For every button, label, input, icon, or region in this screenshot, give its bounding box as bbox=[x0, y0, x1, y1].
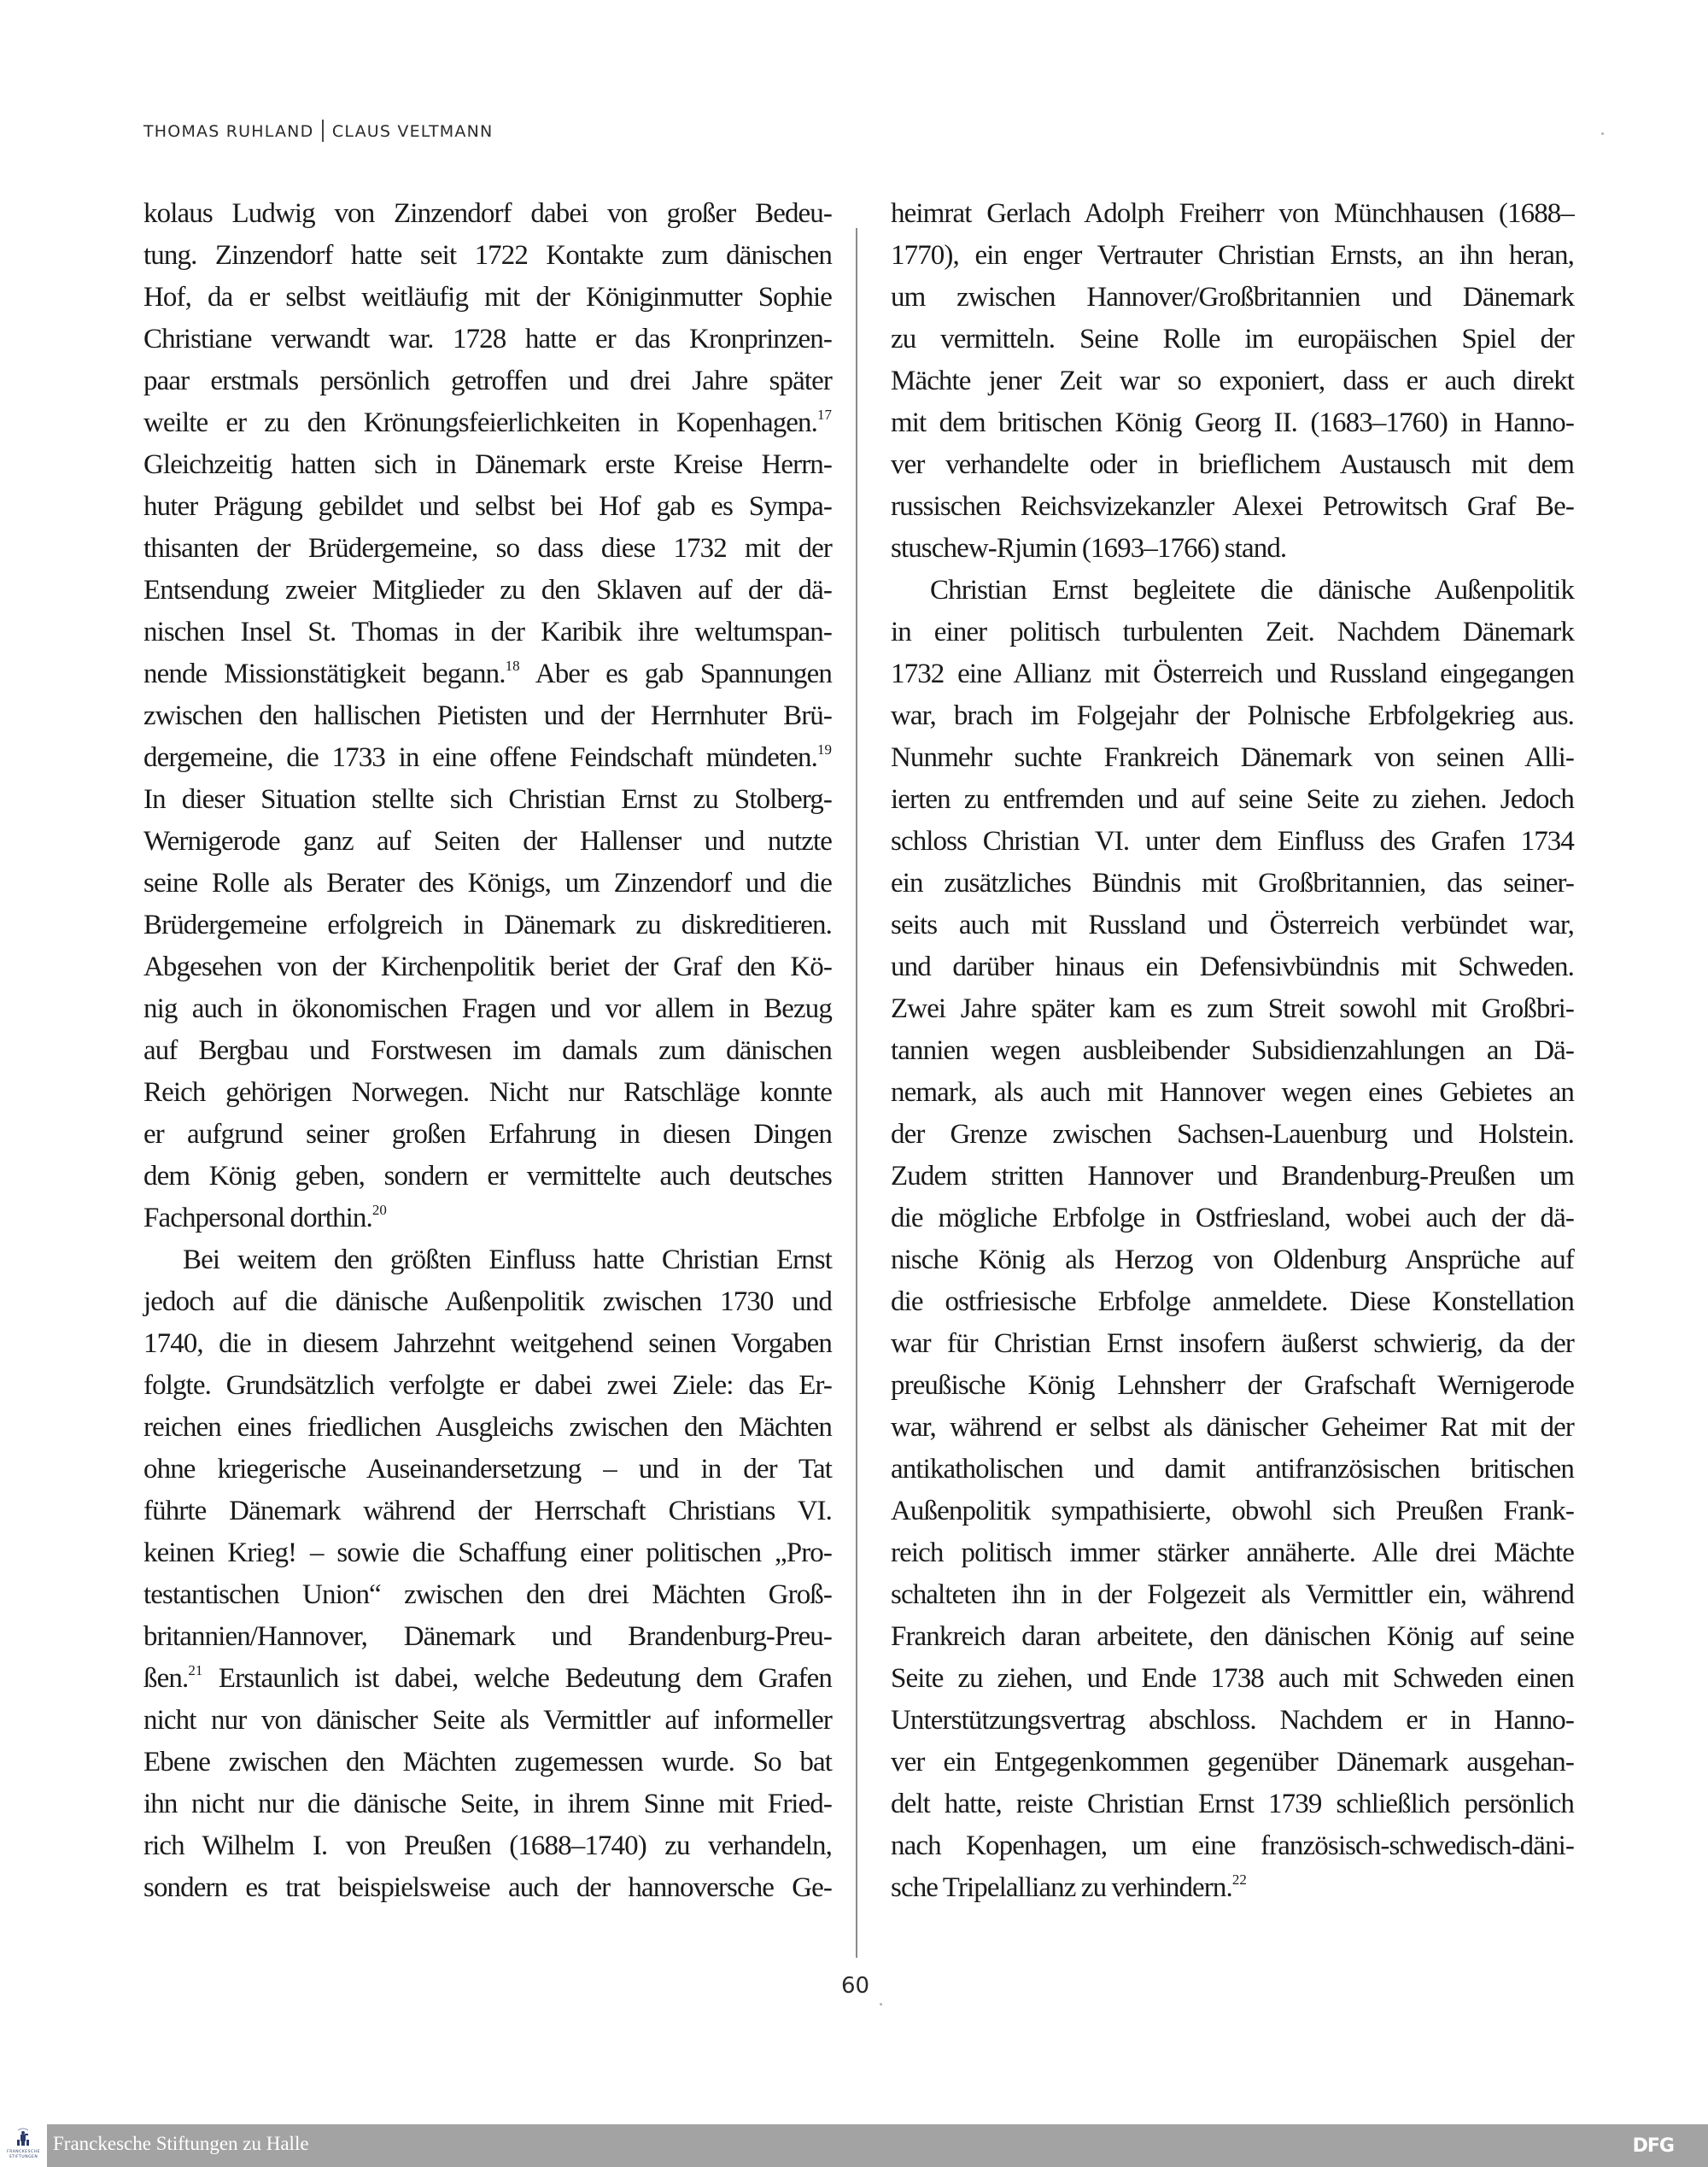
text-line bbox=[143, 905, 832, 946]
line-text: die ostfriesische Erbfolge anmeldete. Diese Konstellation bbox=[891, 1286, 1574, 1317]
text-line bbox=[891, 277, 1574, 319]
line-text: und darüber hinaus ein Defensivbündnis mit Schweden. bbox=[891, 952, 1574, 982]
line-text: in einer politisch turbulenten Zeit. Nachdem Dänemark bbox=[891, 617, 1574, 647]
line-text: reich politisch immer stärker annäherte. Alle drei Mächte bbox=[891, 1537, 1574, 1568]
text-line bbox=[143, 402, 832, 444]
line-text: zwischen den hallischen Pietisten und der Herrnhuter Brü- bbox=[143, 700, 832, 731]
author-separator bbox=[322, 120, 324, 142]
line-text: nischen Insel St. Thomas in der Karibik ihre weltumspan- bbox=[143, 617, 832, 647]
text-line bbox=[891, 946, 1574, 988]
line-text: delt hatte, reiste Christian Ernst 1739 schließlich persönlich bbox=[891, 1789, 1574, 1819]
line-text: Zudem stritten Hannover und Brandenburg-Preußen um bbox=[891, 1161, 1574, 1192]
line-text: 1740, die in diesem Jahrzehnt weitgehend seinen Vorgaben bbox=[143, 1328, 832, 1359]
line-text: der Grenze zwischen Sachsen-Lauenburg und Holstein. bbox=[891, 1119, 1574, 1150]
line-text: ohne kriegerische Auseinandersetzung – und in der Tat bbox=[143, 1454, 832, 1485]
line-text: war, brach im Folgejahr der Polnische Erbfolgekrieg aus. bbox=[891, 700, 1574, 731]
text-line bbox=[143, 1407, 832, 1449]
line-text: Reich gehörigen Norwegen. Nicht nur Ratschläge konnte bbox=[143, 1077, 832, 1108]
line-text: rich Wilhelm I. von Preußen (1688–1740) zu verhandeln, bbox=[143, 1830, 832, 1861]
text-line bbox=[143, 277, 832, 319]
line-text: testantischen Union“ zwischen den drei Mächten Groß- bbox=[143, 1579, 832, 1610]
line-text: Hof, da er selbst weitläufig mit der Königinmutter Sophie bbox=[143, 282, 832, 313]
text-line bbox=[143, 1574, 832, 1616]
line-text: thisanten der Brüdergemeine, so dass diese 1732 mit der bbox=[143, 533, 832, 564]
text-line bbox=[143, 612, 832, 653]
text-line bbox=[891, 612, 1574, 653]
line-text: sche Tripelallianz zu verhindern. bbox=[891, 1872, 1232, 1903]
text-line bbox=[143, 1825, 832, 1867]
text-line bbox=[891, 1198, 1574, 1239]
line-text: folgte. Grundsätzlich verfolgte er dabei zwei Ziele: das Er- bbox=[143, 1370, 832, 1401]
text-line bbox=[891, 779, 1574, 821]
line-text: nische König als Herzog von Oldenburg Ansprüche auf bbox=[891, 1245, 1574, 1275]
text-line bbox=[891, 863, 1574, 905]
line-text: Christian Ernst begleitete die dänische Außenpolitik bbox=[930, 575, 1574, 606]
text-line bbox=[891, 193, 1574, 235]
text-line bbox=[891, 1407, 1574, 1449]
line-text: heimrat Gerlach Adolph Freiherr von Münchhausen (1688– bbox=[891, 198, 1574, 229]
line-text: Seite zu ziehen, und Ende 1738 auch mit Schweden einen bbox=[891, 1663, 1574, 1694]
line-text: führte Dänemark während der Herrschaft Christians VI. bbox=[143, 1496, 832, 1526]
text-line bbox=[891, 570, 1574, 612]
dfg-logo[interactable]: DFG bbox=[1632, 2135, 1674, 2157]
text-line bbox=[143, 1658, 832, 1700]
text-line bbox=[143, 486, 832, 528]
line-text: ver ein Entgegenkommen gegenüber Dänemark ausgehan- bbox=[891, 1747, 1574, 1778]
line-text: 1770), ein enger Vertrauter Christian Ernsts, an ihn heran, bbox=[891, 240, 1574, 271]
text-line bbox=[143, 360, 832, 402]
line-text: sondern es trat beispielsweise auch der hannoversche Ge- bbox=[143, 1872, 832, 1903]
text-line bbox=[143, 821, 832, 863]
text-line bbox=[891, 1030, 1574, 1072]
line-text: Ebene zwischen den Mächten zugemessen wurde. So bat bbox=[143, 1747, 832, 1778]
text-line bbox=[891, 1616, 1574, 1658]
line-text: seine Rolle als Berater des Königs, um Zinzendorf und die bbox=[143, 868, 832, 899]
text-line bbox=[143, 1365, 832, 1407]
logo-text-line-2: STIFTUNGEN bbox=[9, 2155, 38, 2159]
text-line bbox=[891, 1365, 1574, 1407]
text-line bbox=[891, 1156, 1574, 1198]
text-line bbox=[891, 695, 1574, 737]
line-text: ver verhandelte oder in brieflichem Austausch mit dem bbox=[891, 449, 1574, 480]
text-line bbox=[891, 653, 1574, 695]
text-line bbox=[143, 653, 832, 695]
line-text: Unterstützungsvertrag abschloss. Nachdem er in Hanno- bbox=[891, 1705, 1574, 1736]
text-line bbox=[143, 695, 832, 737]
line-text: ein zusätzliches Bündnis mit Großbritannien, das seiner- bbox=[891, 868, 1574, 899]
column-divider bbox=[856, 228, 857, 1958]
text-line bbox=[143, 1532, 832, 1574]
page-number: 60 bbox=[841, 1973, 870, 1999]
line-text: nende Missionstätigkeit begann. bbox=[143, 659, 506, 689]
text-line bbox=[143, 1323, 832, 1365]
text-line bbox=[891, 486, 1574, 528]
text-line bbox=[891, 360, 1574, 402]
text-line bbox=[143, 1867, 832, 1909]
line-text: huter Prägung gebildet und selbst bei Hof gab es Sympa- bbox=[143, 491, 832, 522]
text-line bbox=[143, 863, 832, 905]
text-line bbox=[891, 1658, 1574, 1700]
logo-wordmark bbox=[2, 2150, 45, 2160]
line-text: dergemeine, die 1733 in eine offene Feindschaft mündeten. bbox=[143, 742, 817, 773]
text-line bbox=[891, 1825, 1574, 1867]
line-text: weilte er zu den Krönungsfeierlichkeiten in Kopenhagen. bbox=[143, 407, 817, 438]
line-text: schalteten ihn in der Folgezeit als Vermittler ein, während bbox=[891, 1579, 1574, 1610]
text-line bbox=[891, 1742, 1574, 1783]
text-line bbox=[143, 1030, 832, 1072]
line-text: mit dem britischen König Georg II. (1683–1760) in Hanno- bbox=[891, 407, 1574, 438]
line-text: Bei weitem den größten Einfluss hatte Christian Ernst bbox=[183, 1245, 832, 1275]
text-line bbox=[143, 1072, 832, 1114]
text-line bbox=[891, 1491, 1574, 1532]
line-text: war für Christian Ernst insofern äußerst schwierig, da der bbox=[891, 1328, 1574, 1359]
line-text: britannien/Hannover, Dänemark und Brandenburg-Preu- bbox=[143, 1621, 832, 1652]
line-text: nig auch in ökonomischen Fragen und vor allem in Bezug bbox=[143, 993, 832, 1024]
text-line bbox=[891, 444, 1574, 486]
line-text: dem König geben, sondern er vermittelte auch deutsches bbox=[143, 1161, 832, 1192]
line-text: In dieser Situation stellte sich Christian Ernst zu Stolberg- bbox=[143, 784, 832, 815]
line-text-continued: Aber es gab Spannungen bbox=[519, 659, 832, 689]
line-text: 1732 eine Allianz mit Österreich und Russland eingegangen bbox=[891, 659, 1574, 689]
line-text: nemark, als auch mit Hannover wegen eines Gebietes an bbox=[891, 1077, 1574, 1108]
text-line bbox=[143, 444, 832, 486]
text-line bbox=[891, 1239, 1574, 1281]
line-text: antikatholischen und damit antifranzösischen britischen bbox=[891, 1454, 1574, 1485]
line-text: seits auch mit Russland und Österreich verbündet war, bbox=[891, 910, 1574, 940]
line-text: kolaus Ludwig von Zinzendorf dabei von großer Bedeu- bbox=[143, 198, 832, 229]
line-text: nach Kopenhagen, um eine französisch-schwedisch-däni- bbox=[891, 1830, 1574, 1861]
line-text: Gleichzeitig hatten sich in Dänemark erste Kreise Herrn- bbox=[143, 449, 832, 480]
line-text: Fachpersonal dorthin. bbox=[143, 1203, 372, 1233]
line-text: jedoch auf die dänische Außenpolitik zwischen 1730 und bbox=[143, 1286, 832, 1317]
text-line bbox=[143, 1491, 832, 1532]
footer-institution-name[interactable]: Franckesche Stiftungen zu Halle bbox=[53, 2133, 309, 2154]
line-text: reichen eines friedlichen Ausgleichs zwischen den Mächten bbox=[143, 1412, 832, 1443]
line-text: Zwei Jahre später kam es zum Streit sowohl mit Großbri- bbox=[891, 993, 1574, 1024]
line-text: Frankreich daran arbeitete, den dänischen König auf seine bbox=[891, 1621, 1574, 1652]
right-text-column bbox=[891, 193, 1574, 1909]
text-line bbox=[143, 570, 832, 612]
author-1: THOMAS RUHLAND bbox=[143, 122, 314, 141]
text-line bbox=[143, 1449, 832, 1491]
line-text: Christiane verwandt war. 1728 hatte er das Kronprinzen- bbox=[143, 324, 832, 354]
line-text: Nunmehr suchte Frankreich Dänemark von seinen Alli- bbox=[891, 742, 1574, 773]
footnote-reference[interactable]: 18 bbox=[505, 658, 520, 674]
scan-speck bbox=[1601, 132, 1604, 135]
text-line bbox=[891, 905, 1574, 946]
text-line bbox=[143, 528, 832, 570]
text-line bbox=[143, 988, 832, 1030]
line-text: die mögliche Erbfolge in Ostfriesland, wobei auch der dä- bbox=[891, 1203, 1574, 1233]
footnote-reference[interactable]: 21 bbox=[188, 1662, 203, 1678]
line-text: Brüdergemeine erfolgreich in Dänemark zu diskreditieren. bbox=[143, 910, 832, 940]
text-line bbox=[891, 235, 1574, 277]
text-line bbox=[891, 1867, 1574, 1909]
line-text: keinen Krieg! – sowie die Schaffung einer politischen „Pro- bbox=[143, 1537, 832, 1568]
line-text: paar erstmals persönlich getroffen und drei Jahre später bbox=[143, 366, 832, 396]
line-text: tung. Zinzendorf hatte seit 1722 Kontakte zum dänischen bbox=[143, 240, 832, 271]
text-line bbox=[143, 1742, 832, 1783]
text-line bbox=[143, 1281, 832, 1323]
text-line bbox=[891, 1532, 1574, 1574]
logo-text-line-1: FRANCKESCHE bbox=[7, 2150, 40, 2154]
author-2: CLAUS VELTMANN bbox=[331, 122, 494, 141]
line-text: war, während er selbst als dänischer Geheimer Rat mit der bbox=[891, 1412, 1574, 1443]
text-line bbox=[891, 1574, 1574, 1616]
line-text: tannien wegen ausbleibender Subsidienzahlungen an Dä- bbox=[891, 1035, 1574, 1066]
line-text: Abgesehen von der Kirchenpolitik beriet der Graf den Kö- bbox=[143, 952, 832, 982]
line-text: er aufgrund seiner großen Erfahrung in diesen Dingen bbox=[143, 1119, 832, 1150]
line-text: ierten zu entfremden und auf seine Seite zu ziehen. Jedoch bbox=[891, 784, 1574, 815]
line-text: auf Bergbau und Forstwesen im damals zum dänischen bbox=[143, 1035, 832, 1066]
text-line bbox=[143, 319, 832, 360]
text-line bbox=[143, 1700, 832, 1742]
line-text: Wernigerode ganz auf Seiten der Hallenser und nutzte bbox=[143, 826, 832, 857]
text-line bbox=[891, 402, 1574, 444]
francke-figure-icon bbox=[16, 2128, 30, 2147]
text-line bbox=[143, 1783, 832, 1825]
line-text: stuschew-Rjumin (1693–1766) stand. bbox=[891, 533, 1287, 564]
text-line bbox=[143, 235, 832, 277]
line-text-continued: Erstaunlich ist dabei, welche Bedeutung dem Grafen bbox=[202, 1663, 832, 1694]
line-text: russischen Reichsvizekanzler Alexei Petrowitsch Graf Be- bbox=[891, 491, 1574, 522]
line-text: ßen. bbox=[143, 1663, 189, 1694]
text-line bbox=[891, 1449, 1574, 1491]
text-line bbox=[143, 1156, 832, 1198]
line-text: nicht nur von dänischer Seite als Vermittler auf informeller bbox=[143, 1705, 832, 1736]
footnote-reference[interactable]: 17 bbox=[817, 407, 832, 423]
text-line bbox=[143, 946, 832, 988]
text-line bbox=[143, 779, 832, 821]
line-text: Entsendung zweier Mitglieder zu den Sklaven auf der dä- bbox=[143, 575, 832, 606]
institution-logo[interactable] bbox=[0, 2124, 47, 2167]
text-line bbox=[891, 1783, 1574, 1825]
footnote-reference[interactable]: 19 bbox=[817, 741, 832, 758]
line-text: um zwischen Hannover/Großbritannien und Dänemark bbox=[891, 282, 1574, 313]
footnote-reference[interactable]: 20 bbox=[371, 1202, 387, 1218]
text-line bbox=[891, 319, 1574, 360]
scan-speck bbox=[880, 2003, 882, 2006]
text-line bbox=[891, 1323, 1574, 1365]
text-line bbox=[143, 737, 832, 779]
text-line bbox=[891, 1072, 1574, 1114]
text-line bbox=[891, 737, 1574, 779]
text-line bbox=[143, 1114, 832, 1156]
line-text: zu vermitteln. Seine Rolle im europäischen Spiel der bbox=[891, 324, 1574, 354]
line-text: preußische König Lehnsherr der Grafschaft Wernigerode bbox=[891, 1370, 1574, 1401]
text-line bbox=[143, 193, 832, 235]
text-line bbox=[891, 988, 1574, 1030]
text-line bbox=[891, 1281, 1574, 1323]
line-text: Mächte jener Zeit war so exponiert, dass er auch direkt bbox=[891, 366, 1574, 396]
line-text: schloss Christian VI. unter dem Einfluss des Grafen 1734 bbox=[891, 826, 1574, 857]
text-line bbox=[891, 1700, 1574, 1742]
line-text: ihn nicht nur die dänische Seite, in ihrem Sinne mit Fried- bbox=[143, 1789, 832, 1819]
line-text: Außenpolitik sympathisierte, obwohl sich Preußen Frank- bbox=[891, 1496, 1574, 1526]
text-line bbox=[143, 1239, 832, 1281]
text-line bbox=[891, 821, 1574, 863]
running-head bbox=[143, 120, 493, 142]
text-line bbox=[143, 1616, 832, 1658]
text-line bbox=[891, 528, 1574, 570]
footnote-reference[interactable]: 22 bbox=[1231, 1871, 1247, 1888]
left-text-column bbox=[143, 193, 832, 1909]
text-line bbox=[143, 1198, 832, 1239]
text-line bbox=[891, 1114, 1574, 1156]
